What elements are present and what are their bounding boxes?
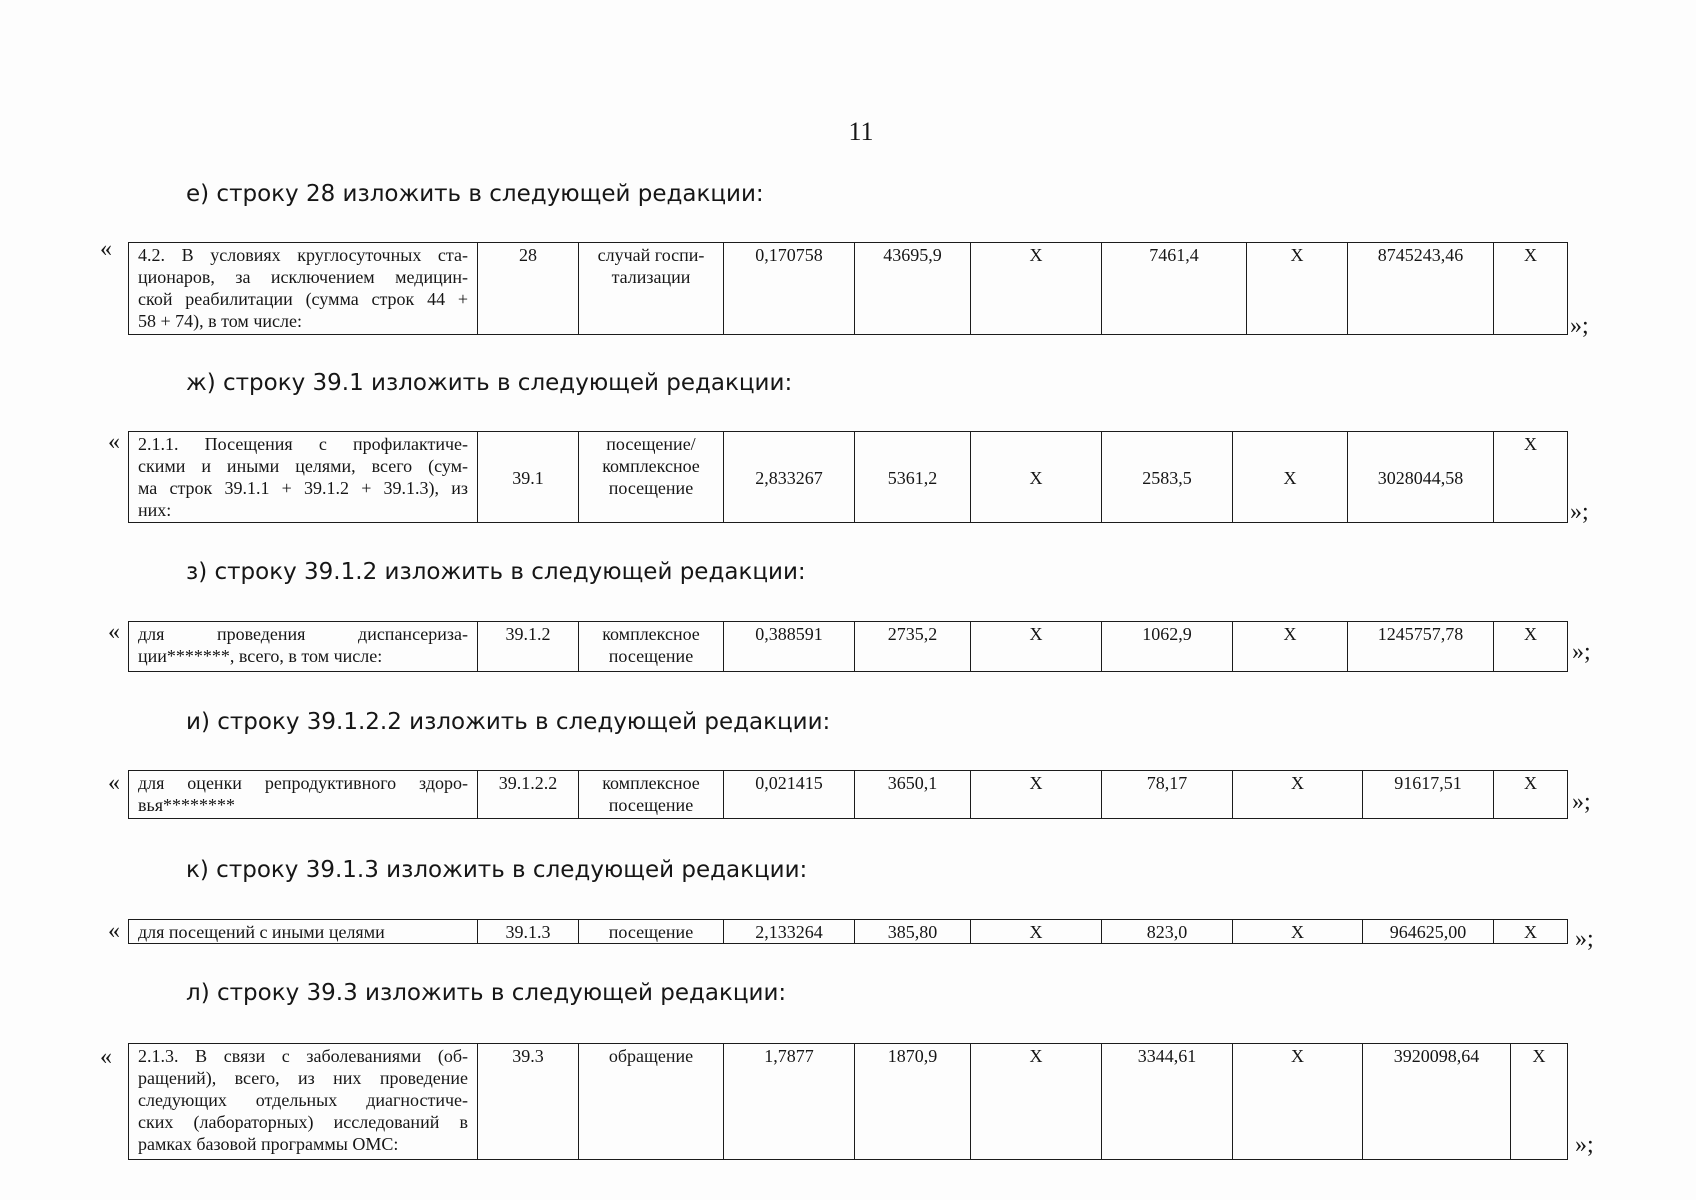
value-cell: 964625,00: [1363, 920, 1494, 944]
row-name-line: ционаров, за исключением медицин-: [138, 267, 468, 287]
row-name-line: 58 + 74), в том числе:: [138, 311, 302, 331]
value-cell: 1062,9: [1102, 622, 1233, 672]
amendment-heading: л) строку 39.3 изложить в следующей редакции:: [186, 980, 787, 1006]
row-name-line: ции*******, всего, в том числе:: [138, 646, 383, 666]
amendment-table: [128, 919, 1568, 944]
opening-quote: «: [108, 429, 120, 455]
amendment-heading: и) строку 39.1.2.2 изложить в следующей редакции:: [186, 709, 831, 735]
line-number-cell: 39.3: [478, 1044, 579, 1160]
value-cell: Х: [971, 432, 1102, 523]
value-cell: 0,388591: [724, 622, 855, 672]
value-cell: Х: [1233, 920, 1363, 944]
amendment-table: [128, 431, 1568, 523]
value-cell: Х: [1233, 432, 1348, 523]
value-cell: Х: [1233, 1044, 1363, 1160]
value-cell: 3028044,58: [1348, 432, 1494, 523]
unit-cell: [579, 1044, 724, 1160]
row-name-cell: [129, 920, 478, 944]
unit-cell: [579, 920, 724, 944]
opening-quote: «: [100, 1044, 112, 1070]
row-name-cell: [129, 771, 478, 819]
closing-quote: »;: [1572, 789, 1591, 815]
unit-line: комплексное: [602, 773, 700, 793]
opening-quote: «: [108, 619, 120, 645]
closing-quote: »;: [1575, 926, 1594, 952]
row-name-line: 4.2. В условиях круглосуточных ста-: [138, 245, 468, 265]
row-name-cell: [129, 432, 478, 523]
value-cell: Х: [1233, 622, 1348, 672]
value-cell: 823,0: [1102, 920, 1233, 944]
value-cell: Х: [971, 771, 1102, 819]
table-row: [129, 920, 1568, 944]
value-cell: 1245757,78: [1348, 622, 1494, 672]
row-name-line: скими и иными целями, всего (сум-: [138, 456, 468, 476]
row-name-line: для оценки репродуктивного здоро-: [138, 773, 468, 793]
amendment-heading: з) строку 39.1.2 изложить в следующей редакции:: [186, 559, 806, 585]
unit-line: комплексное: [602, 456, 700, 476]
closing-quote: »;: [1570, 313, 1589, 339]
value-cell: 8745243,46: [1348, 243, 1494, 335]
value-cell: 0,021415: [724, 771, 855, 819]
value-cell: 2,833267: [724, 432, 855, 523]
amendment-table: [128, 242, 1568, 335]
closing-quote: »;: [1575, 1132, 1594, 1158]
unit-line: посещение/: [606, 434, 696, 454]
amendment-heading: ж) строку 39.1 изложить в следующей редакции:: [186, 370, 793, 396]
value-cell: 3920098,64: [1363, 1044, 1511, 1160]
row-name-line: рамках базовой программы ОМС:: [138, 1134, 399, 1154]
value-cell: 2735,2: [855, 622, 971, 672]
opening-quote: «: [100, 236, 112, 262]
value-cell: Х: [1247, 243, 1348, 335]
row-name-line: них:: [138, 500, 172, 520]
row-name-line: ских (лабораторных) исследований в: [138, 1112, 468, 1132]
line-number-cell: 39.1.2: [478, 622, 579, 672]
closing-quote: »;: [1570, 499, 1589, 525]
unit-line: посещение: [608, 922, 694, 942]
value-cell: 385,80: [855, 920, 971, 944]
opening-quote: «: [108, 770, 120, 796]
row-name-line: для посещений с иными целями: [138, 922, 385, 942]
value-cell: 3650,1: [855, 771, 971, 819]
value-cell: 5361,2: [855, 432, 971, 523]
value-cell: Х: [1494, 920, 1568, 944]
amendment-heading: к) строку 39.1.3 изложить в следующей редакции:: [186, 857, 808, 883]
line-number-cell: 28: [478, 243, 579, 335]
value-cell: Х: [1233, 771, 1363, 819]
amendment-heading: е) строку 28 изложить в следующей редакции:: [186, 181, 764, 207]
line-number-cell: 39.1.3: [478, 920, 579, 944]
closing-quote: »;: [1572, 639, 1591, 665]
opening-quote: «: [108, 918, 120, 944]
amendment-table: [128, 770, 1568, 819]
unit-cell: [579, 243, 724, 335]
value-cell: 7461,4: [1102, 243, 1247, 335]
value-cell: Х: [1494, 771, 1568, 819]
value-cell: Х: [971, 1044, 1102, 1160]
unit-line: посещение: [608, 478, 694, 498]
row-name-line: следующих отдельных диагностиче-: [138, 1090, 468, 1110]
amendment-table: [128, 621, 1568, 672]
value-cell: Х: [1494, 243, 1568, 335]
unit-line: комплексное: [602, 624, 700, 644]
value-cell: Х: [1494, 622, 1568, 672]
table-row: [129, 622, 1568, 672]
value-cell: Х: [971, 622, 1102, 672]
value-cell: 2,133264: [724, 920, 855, 944]
row-name-line: ращений), всего, из них проведение: [138, 1068, 468, 1088]
unit-line: тализации: [611, 267, 691, 287]
row-name-line: 2.1.3. В связи с заболеваниями (об-: [138, 1046, 468, 1066]
value-cell: Х: [1511, 1044, 1568, 1160]
row-name-line: ма строк 39.1.1 + 39.1.2 + 39.1.3), из: [138, 478, 468, 498]
line-number-cell: 39.1: [478, 432, 579, 523]
table-row: [129, 771, 1568, 819]
row-name-cell: [129, 1044, 478, 1160]
row-name-line: ской реабилитации (сумма строк 44 +: [138, 289, 468, 309]
value-cell: 0,170758: [724, 243, 855, 335]
table-row: [129, 243, 1568, 335]
value-cell: Х: [1494, 432, 1568, 523]
unit-line: посещение: [608, 646, 694, 666]
table-row: [129, 1044, 1568, 1160]
unit-cell: [579, 771, 724, 819]
value-cell: 2583,5: [1102, 432, 1233, 523]
unit-line: случай госпи-: [597, 245, 705, 265]
row-name-line: 2.1.1. Посещения с профилактиче-: [138, 434, 468, 454]
value-cell: Х: [971, 243, 1102, 335]
page-number: 11: [848, 117, 874, 146]
row-name-cell: [129, 622, 478, 672]
value-cell: 78,17: [1102, 771, 1233, 819]
value-cell: Х: [971, 920, 1102, 944]
value-cell: 91617,51: [1363, 771, 1494, 819]
unit-cell: [579, 622, 724, 672]
row-name-line: для проведения диспансериза-: [138, 624, 468, 644]
value-cell: 43695,9: [855, 243, 971, 335]
table-row: [129, 432, 1568, 523]
unit-line: посещение: [608, 795, 694, 815]
value-cell: 1,7877: [724, 1044, 855, 1160]
unit-cell: [579, 432, 724, 523]
row-name-cell: [129, 243, 478, 335]
line-number-cell: 39.1.2.2: [478, 771, 579, 819]
unit-line: обращение: [608, 1046, 694, 1066]
value-cell: 3344,61: [1102, 1044, 1233, 1160]
row-name-line: вья********: [138, 795, 235, 815]
value-cell: 1870,9: [855, 1044, 971, 1160]
amendment-table: [128, 1043, 1568, 1160]
